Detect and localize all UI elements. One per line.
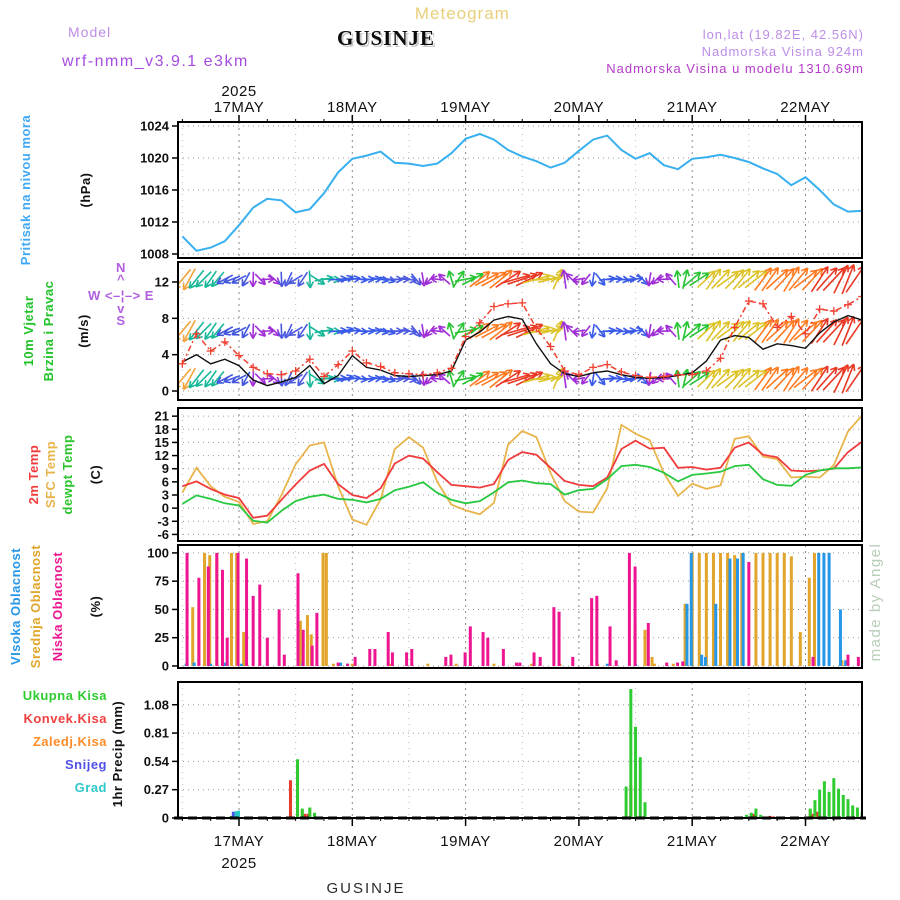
svg-text:20MAY: 20MAY xyxy=(553,833,605,850)
svg-text:2025: 2025 xyxy=(221,83,257,100)
svg-text:18: 18 xyxy=(154,421,169,437)
svg-text:(C): (C) xyxy=(88,464,103,485)
panel-wind xyxy=(21,260,866,400)
series-dewpoint xyxy=(182,465,862,523)
watermark: made by Angel xyxy=(867,542,884,662)
svg-text:VIsoka Oblacnost: VIsoka Oblacnost xyxy=(8,547,23,666)
lonlat-label: lon,lat (19.82E, 42.56N) xyxy=(702,27,864,42)
svg-text:0.81: 0.81 xyxy=(143,725,169,741)
svg-text:10m Vjetar: 10m Vjetar xyxy=(21,295,36,367)
series-wind-speed-obs xyxy=(182,297,862,378)
svg-text:S: S xyxy=(116,313,126,328)
svg-text:Srednja Oblacnost: Srednja Oblacnost xyxy=(28,544,43,669)
svg-text:(%): (%) xyxy=(88,595,103,618)
svg-text:0: 0 xyxy=(161,810,169,826)
svg-text:Niska Oblacnost: Niska Oblacnost xyxy=(50,551,65,662)
svg-text:19MAY: 19MAY xyxy=(440,833,491,850)
panel-pressure xyxy=(18,115,862,266)
svg-text:(hPa): (hPa) xyxy=(78,172,93,208)
svg-text:21MAY: 21MAY xyxy=(666,833,718,850)
svg-text:17MAY: 17MAY xyxy=(213,833,265,850)
svg-text:3: 3 xyxy=(161,487,169,503)
svg-text:0: 0 xyxy=(161,383,169,399)
svg-text:20MAY: 20MAY xyxy=(553,99,605,116)
series-sea-level-pressure xyxy=(182,134,862,251)
svg-text:1.08: 1.08 xyxy=(143,697,169,713)
series-srednja-oblacnost xyxy=(191,553,843,666)
svg-text:dewpt Temp: dewpt Temp xyxy=(60,434,75,515)
svg-text:0: 0 xyxy=(161,500,169,516)
series-temp-2m xyxy=(182,441,862,518)
svg-text:1hr Precip (mm): 1hr Precip (mm) xyxy=(110,700,125,808)
svg-text:-6: -6 xyxy=(157,526,169,542)
svg-text:Konvek.Kisa: Konvek.Kisa xyxy=(23,711,107,726)
svg-text:100: 100 xyxy=(147,545,169,561)
svg-text:18MAY: 18MAY xyxy=(327,99,378,116)
svg-text:1008: 1008 xyxy=(140,246,169,262)
station-title: GUSINJE xyxy=(336,26,436,50)
svg-text:Snijeg: Snijeg xyxy=(64,757,107,772)
svg-text:(m/s): (m/s) xyxy=(76,314,91,348)
svg-text:21: 21 xyxy=(154,408,169,424)
model-elevation-label: Nadmorska Visina u modelu 1310.69m xyxy=(606,61,864,76)
svg-text:v: v xyxy=(117,301,125,316)
svg-text:1024: 1024 xyxy=(140,118,169,134)
svg-text:Pritisak na nivou mora: Pritisak na nivou mora xyxy=(18,114,33,266)
svg-text:Brzina i Pravac: Brzina i Pravac xyxy=(41,280,56,382)
svg-text:1012: 1012 xyxy=(140,214,169,230)
panel-cloud xyxy=(8,545,862,674)
svg-text:1016: 1016 xyxy=(140,182,169,198)
svg-text:17MAY: 17MAY xyxy=(213,99,265,116)
svg-text:N: N xyxy=(116,260,126,275)
svg-text:21MAY: 21MAY xyxy=(666,99,718,116)
svg-text:0: 0 xyxy=(161,658,169,674)
model-version-label: wrf-nmm_v3.9.1 e3km xyxy=(62,53,249,70)
svg-text:12: 12 xyxy=(154,274,169,290)
series-ukupna-kisa xyxy=(229,689,863,818)
model-label: Model xyxy=(68,24,112,40)
panel-precip xyxy=(23,682,866,826)
panel-temperature xyxy=(26,408,862,542)
svg-text:19MAY: 19MAY xyxy=(440,99,491,116)
svg-text:W <–¦–> E: W <–¦–> E xyxy=(88,288,154,303)
svg-text:^: ^ xyxy=(116,272,126,287)
svg-text:9: 9 xyxy=(161,461,169,477)
elevation-label: Nadmorska Visina 924m xyxy=(701,44,864,59)
svg-text:1020: 1020 xyxy=(140,150,169,166)
series-konvek-kisa xyxy=(289,780,819,818)
svg-text:12: 12 xyxy=(154,448,169,464)
svg-text:18MAY: 18MAY xyxy=(327,833,378,850)
svg-text:75: 75 xyxy=(154,573,169,589)
svg-text:0.27: 0.27 xyxy=(143,782,169,798)
svg-text:15: 15 xyxy=(154,434,169,450)
svg-text:0.54: 0.54 xyxy=(143,753,169,769)
svg-text:6: 6 xyxy=(161,474,169,490)
svg-text:Zaledj.Kisa: Zaledj.Kisa xyxy=(32,734,107,749)
app-title: Meteogram xyxy=(414,4,510,23)
svg-text:Ukupna Kisa: Ukupna Kisa xyxy=(22,688,107,703)
svg-text:-3: -3 xyxy=(157,513,169,529)
svg-text:Grad: Grad xyxy=(74,780,107,795)
svg-text:22MAY: 22MAY xyxy=(780,833,831,850)
svg-text:2m Temp: 2m Temp xyxy=(26,444,41,505)
svg-text:22MAY: 22MAY xyxy=(780,99,831,116)
svg-text:4: 4 xyxy=(161,347,169,363)
svg-text:SFC Temp: SFC Temp xyxy=(43,440,58,509)
series-zaledj-kisa xyxy=(296,763,816,818)
svg-text:50: 50 xyxy=(154,601,169,617)
svg-text:2025: 2025 xyxy=(221,855,257,872)
svg-text:8: 8 xyxy=(161,310,169,326)
footer-station-label: GUSINJE xyxy=(326,880,406,897)
svg-text:25: 25 xyxy=(154,630,169,646)
